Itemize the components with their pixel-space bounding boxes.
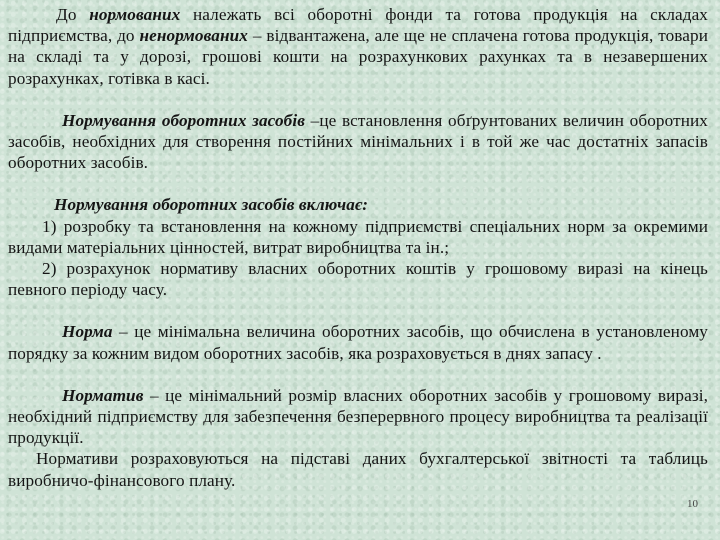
spacer (8, 89, 708, 110)
term-non-normed: ненормованих (139, 26, 248, 46)
spacer (8, 300, 708, 321)
page-number: 10 (687, 498, 698, 510)
text-segment: До (56, 5, 90, 24)
term-norm: Норма (62, 322, 113, 342)
section-heading: Нормування оборотних засобів включає: (54, 195, 369, 215)
paragraph-normalization-definition (8, 110, 708, 174)
text-segment: – це мінімальний розмір власних оборотних засобів у грошовому виразі, необхідний підприємству для забезпечення безперервного процесу виробництва та реалізації продукції. (8, 385, 708, 448)
term-normalization: Нормування оборотних засобів (62, 110, 305, 130)
list-item-standard: 2) розрахунок нормативу власних оборотних коштів у грошовому виразі на кінець певного періоду часу. (8, 259, 708, 300)
spacer (8, 173, 708, 194)
paragraph-norm-definition (8, 321, 708, 363)
spacer (8, 364, 708, 385)
paragraph-standard-definition (8, 385, 708, 449)
text-segment: –це встановлення обґрунтованих величин оборотних засобів, необхідних для створення постійних мінімальних і в той же час достатніх запасів оборотних засобів. (8, 110, 708, 173)
list-item-norms: 1) розробку та встановлення на кожному підприємстві спеціальних норм за окремими видами матеріальних цінностей, витрат виробництва та ін.; (8, 216, 708, 257)
text-segment: належать всі оборотні фонди та готова продукція на складах підприємства, до (8, 5, 708, 46)
term-standard: Норматив (62, 385, 144, 405)
text-segment: – це мінімальна величина оборотних засобів, що обчислена в установленому порядку за кожним видом оборотних засобів, яка розраховується в днях запасу . (8, 322, 708, 363)
term-normed: нормованих (89, 5, 181, 24)
paragraph-standard-calculation: Нормативи розраховуються на підставі даних бухгалтерської звітності та таблиць виробничо-фінансового плану. (8, 449, 708, 490)
paragraph-normalization-includes (8, 194, 708, 215)
paragraph-normed-assets (8, 4, 708, 89)
slide-content (8, 4, 708, 491)
text-segment: – відвантажена, але ще не сплачена готова продукція, товари на складі та у дорозі, грошові кошти на розрахункових рахунках та в незавершених розрахунках, готівка в касі. (8, 26, 708, 88)
